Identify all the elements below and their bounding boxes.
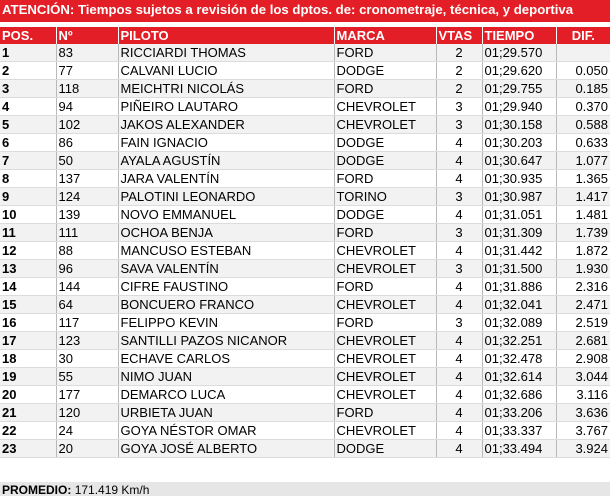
cell-num: 88: [56, 242, 118, 260]
cell-piloto: CIFRE FAUSTINO: [118, 278, 334, 296]
cell-marca: FORD: [334, 170, 436, 188]
cell-num: 24: [56, 422, 118, 440]
table-row: [0, 98, 610, 116]
cell-dif: 0.050: [556, 62, 610, 80]
table-row: [0, 206, 610, 224]
cell-num: 77: [56, 62, 118, 80]
cell-pos: 14: [0, 278, 56, 296]
cell-marca: DODGE: [334, 440, 436, 458]
cell-marca: CHEVROLET: [334, 386, 436, 404]
cell-tiempo: 01;31.309: [482, 224, 556, 242]
cell-piloto: SAVA VALENTÍN: [118, 260, 334, 278]
table-row: [0, 368, 610, 386]
cell-pos: 17: [0, 332, 56, 350]
cell-piloto: PALOTINI LEONARDO: [118, 188, 334, 206]
cell-piloto: URBIETA JUAN: [118, 404, 334, 422]
cell-vtas: 4: [436, 206, 482, 224]
cell-tiempo: 01;29.755: [482, 80, 556, 98]
cell-piloto: MEICHTRI NICOLÁS: [118, 80, 334, 98]
cell-marca: CHEVROLET: [334, 368, 436, 386]
cell-dif: 1.077: [556, 152, 610, 170]
cell-num: 20: [56, 440, 118, 458]
cell-tiempo: 01;32.041: [482, 296, 556, 314]
cell-vtas: 4: [436, 134, 482, 152]
cell-tiempo: 01;31.886: [482, 278, 556, 296]
table-row: [0, 386, 610, 404]
table-row: [0, 296, 610, 314]
cell-dif: 2.519: [556, 314, 610, 332]
cell-marca: CHEVROLET: [334, 242, 436, 260]
table-row: [0, 404, 610, 422]
cell-dif: 1.930: [556, 260, 610, 278]
cell-vtas: 4: [436, 386, 482, 404]
table-row: [0, 242, 610, 260]
cell-piloto: SANTILLI PAZOS NICANOR: [118, 332, 334, 350]
cell-num: 117: [56, 314, 118, 332]
header-dif: DIF.: [556, 27, 610, 44]
cell-dif: 3.767: [556, 422, 610, 440]
cell-tiempo: 01;30.158: [482, 116, 556, 134]
cell-piloto: CALVANI LUCIO: [118, 62, 334, 80]
cell-pos: 3: [0, 80, 56, 98]
cell-piloto: RICCIARDI THOMAS: [118, 44, 334, 62]
cell-piloto: BONCUERO FRANCO: [118, 296, 334, 314]
cell-num: 137: [56, 170, 118, 188]
cell-pos: 1: [0, 44, 56, 62]
cell-tiempo: 01;30.935: [482, 170, 556, 188]
cell-piloto: FAIN IGNACIO: [118, 134, 334, 152]
table-row: [0, 224, 610, 242]
cell-tiempo: 01;32.089: [482, 314, 556, 332]
cell-piloto: GOYA NÉSTOR OMAR: [118, 422, 334, 440]
cell-tiempo: 01;32.251: [482, 332, 556, 350]
cell-dif: 2.681: [556, 332, 610, 350]
cell-num: 94: [56, 98, 118, 116]
cell-piloto: AYALA AGUSTÍN: [118, 152, 334, 170]
cell-pos: 18: [0, 350, 56, 368]
cell-tiempo: 01;32.614: [482, 368, 556, 386]
cell-tiempo: 01;30.203: [482, 134, 556, 152]
table-row: [0, 80, 610, 98]
promedio-value: 171.419 Km/h: [74, 483, 150, 497]
cell-piloto: NIMO JUAN: [118, 368, 334, 386]
cell-marca: FORD: [334, 224, 436, 242]
cell-vtas: 4: [436, 170, 482, 188]
cell-tiempo: 01;29.620: [482, 62, 556, 80]
cell-num: 139: [56, 206, 118, 224]
cell-vtas: 4: [436, 368, 482, 386]
cell-num: 64: [56, 296, 118, 314]
table-row: [0, 422, 610, 440]
cell-tiempo: 01;32.686: [482, 386, 556, 404]
cell-vtas: 2: [436, 44, 482, 62]
cell-tiempo: 01;30.987: [482, 188, 556, 206]
cell-marca: FORD: [334, 314, 436, 332]
cell-pos: 5: [0, 116, 56, 134]
cell-dif: 0.588: [556, 116, 610, 134]
table-row: [0, 314, 610, 332]
cell-marca: DODGE: [334, 62, 436, 80]
cell-pos: 23: [0, 440, 56, 458]
cell-dif: 1.739: [556, 224, 610, 242]
cell-vtas: 3: [436, 98, 482, 116]
promedio-footer: [0, 482, 610, 496]
table-row: [0, 260, 610, 278]
cell-piloto: OCHOA BENJA: [118, 224, 334, 242]
cell-marca: CHEVROLET: [334, 260, 436, 278]
cell-piloto: FELIPPO KEVIN: [118, 314, 334, 332]
cell-marca: DODGE: [334, 134, 436, 152]
header-marca: MARCA: [334, 27, 436, 44]
table-row: [0, 440, 610, 458]
cell-marca: DODGE: [334, 152, 436, 170]
cell-tiempo: 01;29.570: [482, 44, 556, 62]
cell-pos: 15: [0, 296, 56, 314]
cell-pos: 12: [0, 242, 56, 260]
cell-vtas: 2: [436, 62, 482, 80]
cell-piloto: ECHAVE CARLOS: [118, 350, 334, 368]
cell-tiempo: 01;31.500: [482, 260, 556, 278]
cell-marca: FORD: [334, 278, 436, 296]
cell-dif: 0.633: [556, 134, 610, 152]
cell-piloto: JARA VALENTÍN: [118, 170, 334, 188]
cell-dif: 3.116: [556, 386, 610, 404]
cell-dif: 3.044: [556, 368, 610, 386]
cell-dif: 0.185: [556, 80, 610, 98]
cell-marca: CHEVROLET: [334, 350, 436, 368]
header-pos: POS.: [0, 27, 56, 44]
cell-marca: CHEVROLET: [334, 332, 436, 350]
cell-marca: TORINO: [334, 188, 436, 206]
cell-num: 96: [56, 260, 118, 278]
cell-pos: 7: [0, 152, 56, 170]
cell-piloto: MANCUSO ESTEBAN: [118, 242, 334, 260]
cell-piloto: GOYA JOSÉ ALBERTO: [118, 440, 334, 458]
cell-tiempo: 01;29.940: [482, 98, 556, 116]
cell-marca: FORD: [334, 404, 436, 422]
cell-pos: 10: [0, 206, 56, 224]
cell-marca: CHEVROLET: [334, 422, 436, 440]
cell-marca: FORD: [334, 80, 436, 98]
cell-marca: CHEVROLET: [334, 116, 436, 134]
cell-num: 30: [56, 350, 118, 368]
cell-vtas: 4: [436, 278, 482, 296]
cell-dif: [556, 44, 610, 62]
cell-dif: 3.636: [556, 404, 610, 422]
cell-vtas: 3: [436, 260, 482, 278]
cell-piloto: DEMARCO LUCA: [118, 386, 334, 404]
cell-dif: 2.316: [556, 278, 610, 296]
cell-pos: 2: [0, 62, 56, 80]
promedio-label: PROMEDIO:: [2, 483, 72, 497]
cell-vtas: 4: [436, 440, 482, 458]
cell-pos: 6: [0, 134, 56, 152]
cell-marca: CHEVROLET: [334, 296, 436, 314]
cell-marca: CHEVROLET: [334, 98, 436, 116]
header-num: Nº: [56, 27, 118, 44]
cell-num: 120: [56, 404, 118, 422]
cell-marca: FORD: [334, 44, 436, 62]
table-row: [0, 332, 610, 350]
results-table: [0, 27, 610, 458]
table-row: [0, 350, 610, 368]
cell-dif: 2.471: [556, 296, 610, 314]
cell-num: 50: [56, 152, 118, 170]
cell-pos: 21: [0, 404, 56, 422]
cell-dif: 1.872: [556, 242, 610, 260]
cell-pos: 9: [0, 188, 56, 206]
cell-tiempo: 01;33.206: [482, 404, 556, 422]
cell-dif: 2.908: [556, 350, 610, 368]
header-vtas: VTAS: [436, 27, 482, 44]
cell-pos: 19: [0, 368, 56, 386]
cell-vtas: 3: [436, 116, 482, 134]
cell-vtas: 4: [436, 404, 482, 422]
cell-num: 83: [56, 44, 118, 62]
cell-tiempo: 01;33.494: [482, 440, 556, 458]
cell-num: 55: [56, 368, 118, 386]
header-piloto: PILOTO: [118, 27, 334, 44]
cell-pos: 8: [0, 170, 56, 188]
cell-dif: 1.417: [556, 188, 610, 206]
cell-vtas: 3: [436, 224, 482, 242]
cell-vtas: 4: [436, 350, 482, 368]
cell-vtas: 2: [436, 80, 482, 98]
cell-vtas: 4: [436, 152, 482, 170]
cell-vtas: 4: [436, 296, 482, 314]
cell-pos: 16: [0, 314, 56, 332]
cell-dif: 1.481: [556, 206, 610, 224]
table-header-row: [0, 27, 610, 44]
cell-tiempo: 01;33.337: [482, 422, 556, 440]
cell-dif: 0.370: [556, 98, 610, 116]
table-row: [0, 44, 610, 62]
cell-num: 123: [56, 332, 118, 350]
cell-piloto: PIÑEIRO LAUTARO: [118, 98, 334, 116]
cell-pos: 22: [0, 422, 56, 440]
table-row: [0, 170, 610, 188]
cell-pos: 13: [0, 260, 56, 278]
cell-pos: 4: [0, 98, 56, 116]
cell-num: 111: [56, 224, 118, 242]
cell-num: 102: [56, 116, 118, 134]
cell-vtas: 3: [436, 188, 482, 206]
table-row: [0, 62, 610, 80]
cell-tiempo: 01;31.051: [482, 206, 556, 224]
cell-vtas: 4: [436, 242, 482, 260]
table-row: [0, 188, 610, 206]
table-row: [0, 152, 610, 170]
cell-dif: 1.365: [556, 170, 610, 188]
table-row: [0, 134, 610, 152]
cell-piloto: NOVO EMMANUEL: [118, 206, 334, 224]
table-row: [0, 278, 610, 296]
cell-marca: DODGE: [334, 206, 436, 224]
cell-num: 118: [56, 80, 118, 98]
cell-tiempo: 01;32.478: [482, 350, 556, 368]
cell-num: 144: [56, 278, 118, 296]
cell-piloto: JAKOS ALEXANDER: [118, 116, 334, 134]
cell-num: 124: [56, 188, 118, 206]
notice-text: ATENCIÓN: Tiempos sujetos a revisión de los dptos. de: cronometraje, técnica, y deportiva: [2, 2, 574, 17]
cell-vtas: 4: [436, 332, 482, 350]
cell-vtas: 3: [436, 314, 482, 332]
cell-num: 86: [56, 134, 118, 152]
table-row: [0, 116, 610, 134]
notice-banner: [0, 0, 610, 22]
cell-tiempo: 01;30.647: [482, 152, 556, 170]
cell-num: 177: [56, 386, 118, 404]
cell-pos: 11: [0, 224, 56, 242]
cell-vtas: 4: [436, 422, 482, 440]
cell-pos: 20: [0, 386, 56, 404]
cell-dif: 3.924: [556, 440, 610, 458]
header-tiempo: TIEMPO: [482, 27, 556, 44]
cell-tiempo: 01;31.442: [482, 242, 556, 260]
